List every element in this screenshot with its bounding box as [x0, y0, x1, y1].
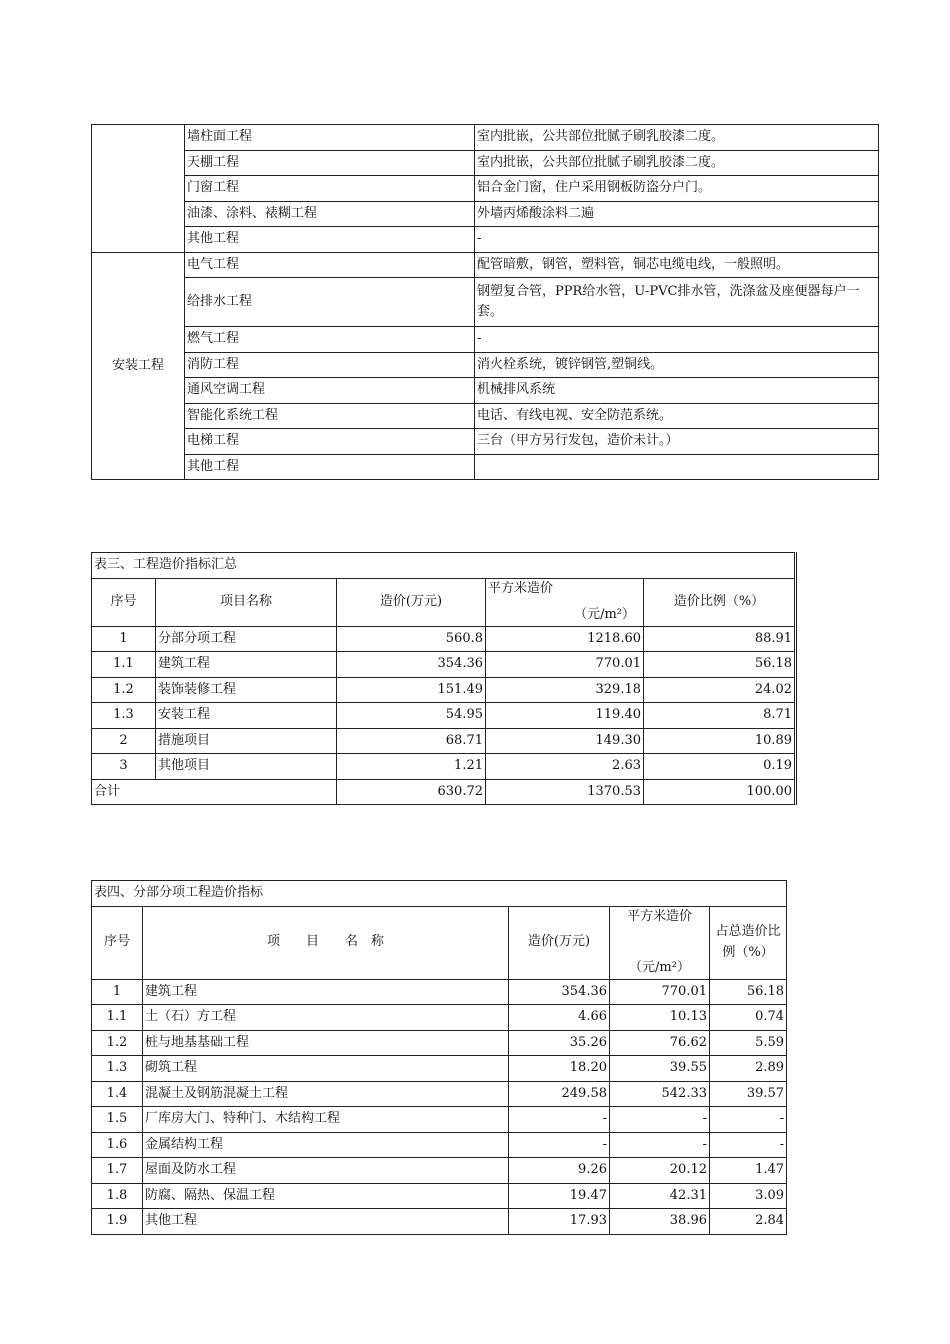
cell-cost: 19.47 [509, 1183, 610, 1209]
table-row [92, 979, 787, 1005]
table-row [92, 1107, 787, 1133]
cell-no: 3 [92, 754, 156, 780]
table-title: 表三、工程造价指标汇总 [92, 553, 796, 579]
cell-ratio: 1.47 [710, 1158, 787, 1184]
cell-unit: 10.13 [610, 1005, 710, 1031]
item-name: 门窗工程 [185, 176, 475, 202]
cell-ratio: 0.19 [644, 754, 796, 780]
cell-no: 1.4 [92, 1081, 143, 1107]
item-desc: - [475, 327, 879, 353]
cell-unit: - [610, 1107, 710, 1133]
header-unit-price [486, 578, 644, 626]
table-header-row [92, 906, 787, 979]
cell-name: 建筑工程 [156, 652, 337, 678]
table-total-row [92, 779, 796, 805]
item-name: 消防工程 [185, 352, 475, 378]
header-cost: 造价(万元) [337, 578, 486, 626]
cell-ratio: 5.59 [710, 1030, 787, 1056]
cell-cost: 18.20 [509, 1056, 610, 1082]
table-header-row [92, 578, 796, 626]
cell-no: 1.1 [92, 1005, 143, 1031]
table-row [92, 125, 879, 151]
cell-cost: 68.71 [337, 728, 486, 754]
item-name: 墙柱面工程 [185, 125, 475, 151]
cell-no: 1.1 [92, 652, 156, 678]
group-cell [92, 125, 185, 253]
cell-name: 其他工程 [143, 1209, 509, 1235]
cell-no: 1.5 [92, 1107, 143, 1133]
item-name: 油漆、涂料、裱糊工程 [185, 201, 475, 227]
item-name: 其他工程 [185, 227, 475, 253]
cell-ratio: - [710, 1107, 787, 1133]
header-ratio: 造价比例（%） [644, 578, 796, 626]
cell-unit: 770.01 [486, 652, 644, 678]
cell-ratio: 0.74 [710, 1005, 787, 1031]
table-row [92, 728, 796, 754]
item-desc: 室内批嵌，公共部位批腻子刷乳胶漆二度。 [475, 125, 879, 151]
cell-ratio: - [710, 1132, 787, 1158]
table-row [92, 227, 879, 253]
cell-unit: 2.63 [486, 754, 644, 780]
cell-unit: 38.96 [610, 1209, 710, 1235]
cell-unit: 1218.60 [486, 626, 644, 652]
cell-no: 1.3 [92, 703, 156, 729]
table-row [92, 176, 879, 202]
table-row [92, 150, 879, 176]
cell-ratio: 10.89 [644, 728, 796, 754]
table-title: 表四、分部分项工程造价指标 [92, 881, 787, 907]
cell-unit: 39.55 [610, 1056, 710, 1082]
cell-cost: 354.36 [509, 979, 610, 1005]
cell-ratio: 3.09 [710, 1183, 787, 1209]
header-unit-price-unit: （元/m²） [629, 960, 690, 976]
cell-cost: 249.58 [509, 1081, 610, 1107]
cell-no: 1.9 [92, 1209, 143, 1235]
table-row [92, 1056, 787, 1082]
item-desc: 配管暗敷，钢管，塑料管，铜芯电缆电线，一般照明。 [475, 252, 879, 278]
cell-name: 分部分项工程 [156, 626, 337, 652]
header-unit-price-label: 平方米造价 [626, 908, 692, 924]
cell-unit: 770.01 [610, 979, 710, 1005]
cell-ratio: 2.84 [710, 1209, 787, 1235]
cell-cost: - [509, 1107, 610, 1133]
cell-ratio: 24.02 [644, 677, 796, 703]
header-unit-price [610, 906, 710, 979]
item-name: 燃气工程 [185, 327, 475, 353]
item-name: 通风空调工程 [185, 378, 475, 404]
cell-ratio: 2.89 [710, 1056, 787, 1082]
item-desc: 铝合金门窗，住户采用钢板防盗分户门。 [475, 176, 879, 202]
cell-cost: 560.8 [337, 626, 486, 652]
table-row [92, 1081, 787, 1107]
header-unit-price-label: 平方米造价 [488, 580, 554, 596]
cell-name: 金属结构工程 [143, 1132, 509, 1158]
cell-ratio: 88.91 [644, 626, 796, 652]
cell-no: 1.2 [92, 677, 156, 703]
table-row [92, 703, 796, 729]
item-desc [475, 454, 879, 480]
cell-cost: 1.21 [337, 754, 486, 780]
cell-cost: 4.66 [509, 1005, 610, 1031]
cell-no: 1.6 [92, 1132, 143, 1158]
cell-unit: 329.18 [486, 677, 644, 703]
table-row [92, 1183, 787, 1209]
item-desc: 三台（甲方另行发包，造价未计。） [475, 429, 879, 455]
cell-cost: 17.93 [509, 1209, 610, 1235]
total-ratio: 100.00 [644, 779, 796, 805]
header-cost: 造价(万元) [509, 906, 610, 979]
cell-ratio: 8.71 [644, 703, 796, 729]
cell-cost: 151.49 [337, 677, 486, 703]
cell-cost: 354.36 [337, 652, 486, 678]
table-row [92, 327, 879, 353]
header-no: 序号 [92, 906, 143, 979]
cell-cost: 9.26 [509, 1158, 610, 1184]
cell-no: 1.3 [92, 1056, 143, 1082]
table-row [92, 677, 796, 703]
cell-name: 屋面及防水工程 [143, 1158, 509, 1184]
item-desc: 室内批嵌，公共部位批腻子刷乳胶漆二度。 [475, 150, 879, 176]
table-row [92, 429, 879, 455]
cell-name: 装饰装修工程 [156, 677, 337, 703]
header-name: 项 目 名 称 [143, 906, 509, 979]
cell-name: 安装工程 [156, 703, 337, 729]
cell-name: 砌筑工程 [143, 1056, 509, 1082]
table-row [92, 454, 879, 480]
item-name: 天棚工程 [185, 150, 475, 176]
cell-name: 防腐、隔热、保温工程 [143, 1183, 509, 1209]
cell-ratio: 56.18 [710, 979, 787, 1005]
table-row [92, 403, 879, 429]
cell-name: 混凝土及钢筋混凝土工程 [143, 1081, 509, 1107]
header-name: 项目名称 [156, 578, 337, 626]
cell-unit: - [610, 1132, 710, 1158]
cell-name: 土（石）方工程 [143, 1005, 509, 1031]
table-row [92, 1158, 787, 1184]
table-row [92, 754, 796, 780]
table-title-row [92, 553, 796, 579]
item-desc: 钢塑复合管，PPR给水管，U-PVC排水管，洗涤盆及座便器每户一套。 [475, 278, 879, 327]
item-name: 电梯工程 [185, 429, 475, 455]
cell-no: 1.2 [92, 1030, 143, 1056]
spec-table [91, 124, 879, 480]
header-ratio: 占总造价比例（%） [710, 906, 787, 979]
header-no: 序号 [92, 578, 156, 626]
item-desc: 电话、有线电视、安全防范系统。 [475, 403, 879, 429]
total-unit: 1370.53 [486, 779, 644, 805]
cell-unit: 42.31 [610, 1183, 710, 1209]
cell-unit: 149.30 [486, 728, 644, 754]
cell-no: 1 [92, 979, 143, 1005]
subitem-cost-table [91, 880, 787, 1235]
cell-no: 1 [92, 626, 156, 652]
item-name: 电气工程 [185, 252, 475, 278]
cell-name: 建筑工程 [143, 979, 509, 1005]
item-desc: 消火栓系统，镀锌钢管,塑铜线。 [475, 352, 879, 378]
cell-name: 措施项目 [156, 728, 337, 754]
table-row [92, 278, 879, 327]
cell-name: 其他项目 [156, 754, 337, 780]
table-row [92, 252, 879, 278]
table-row [92, 378, 879, 404]
cell-unit: 20.12 [610, 1158, 710, 1184]
group-label: 安装工程 [92, 252, 185, 480]
cell-unit: 119.40 [486, 703, 644, 729]
cell-cost: 54.95 [337, 703, 486, 729]
item-desc: - [475, 227, 879, 253]
cell-cost: - [509, 1132, 610, 1158]
cell-cost: 35.26 [509, 1030, 610, 1056]
table-row [92, 352, 879, 378]
table-row [92, 201, 879, 227]
total-label: 合计 [92, 779, 337, 805]
cell-no: 2 [92, 728, 156, 754]
table-row [92, 1132, 787, 1158]
header-unit-price-unit: （元/m²） [574, 607, 635, 623]
table-row [92, 652, 796, 678]
table-row [92, 1030, 787, 1056]
cell-no: 1.7 [92, 1158, 143, 1184]
cell-ratio: 56.18 [644, 652, 796, 678]
cell-no: 1.8 [92, 1183, 143, 1209]
table-row [92, 1005, 787, 1031]
cell-ratio: 39.57 [710, 1081, 787, 1107]
table-row [92, 1209, 787, 1235]
cell-unit: 542.33 [610, 1081, 710, 1107]
item-name: 智能化系统工程 [185, 403, 475, 429]
total-cost: 630.72 [337, 779, 486, 805]
cell-name: 桩与地基基础工程 [143, 1030, 509, 1056]
table-row [92, 626, 796, 652]
item-name: 给排水工程 [185, 278, 475, 327]
item-desc: 机械排风系统 [475, 378, 879, 404]
item-name: 其他工程 [185, 454, 475, 480]
item-desc: 外墙丙烯酸涂料二遍 [475, 201, 879, 227]
cell-unit: 76.62 [610, 1030, 710, 1056]
cost-summary-table [91, 552, 797, 805]
cell-name: 厂库房大门、特种门、木结构工程 [143, 1107, 509, 1133]
